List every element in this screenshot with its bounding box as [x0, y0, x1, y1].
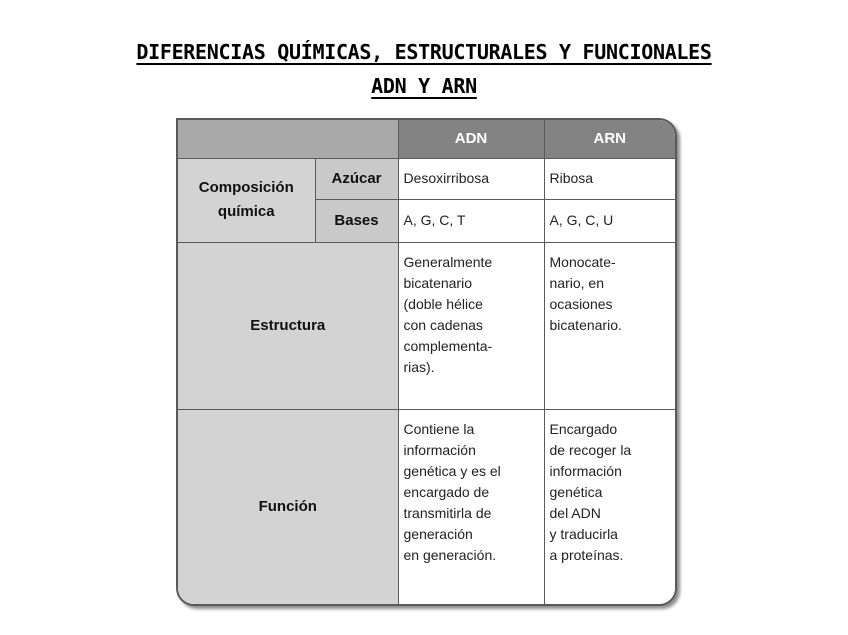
row-funcion	[178, 409, 675, 604]
cell-funcion-arn: Encargado de recoger la información genética del ADN y traducirla a proteínas.	[544, 409, 675, 604]
comparison-table	[176, 118, 677, 606]
comparison-table-grid	[178, 120, 675, 604]
cell-estructura-adn: Generalmente bicatenario (doble hélice con cadenas complementa- rias).	[398, 242, 544, 409]
subcategory-bases: Bases	[315, 199, 398, 242]
header-blank-cell	[178, 120, 398, 158]
cell-azucar-arn: Ribosa	[544, 158, 675, 199]
page-title: DIFERENCIAS QUÍMICAS, ESTRUCTURALES Y FUNCIONALES	[136, 40, 712, 64]
category-composicion	[178, 158, 315, 242]
category-estructura: Estructura	[178, 242, 398, 409]
page-subtitle: ADN Y ARN	[371, 74, 477, 98]
cell-funcion-adn: Contiene la información genética y es el encargado de transmitirla de generación en generación.	[398, 409, 544, 604]
category-composicion-label: Composición química	[198, 179, 294, 220]
header-row	[178, 120, 675, 158]
cell-bases-arn: A, G, C, U	[544, 199, 675, 242]
cell-azucar-adn: Desoxirribosa	[398, 158, 544, 199]
row-estructura	[178, 242, 675, 409]
category-funcion: Función	[178, 409, 398, 604]
row-azucar	[178, 158, 675, 199]
cell-bases-adn: A, G, C, T	[398, 199, 544, 242]
header-adn: ADN	[398, 120, 544, 158]
cell-estructura-arn: Monocate- nario, en ocasiones bicatenario.	[544, 242, 675, 409]
subcategory-azucar: Azúcar	[315, 158, 398, 199]
header-arn: ARN	[544, 120, 675, 158]
